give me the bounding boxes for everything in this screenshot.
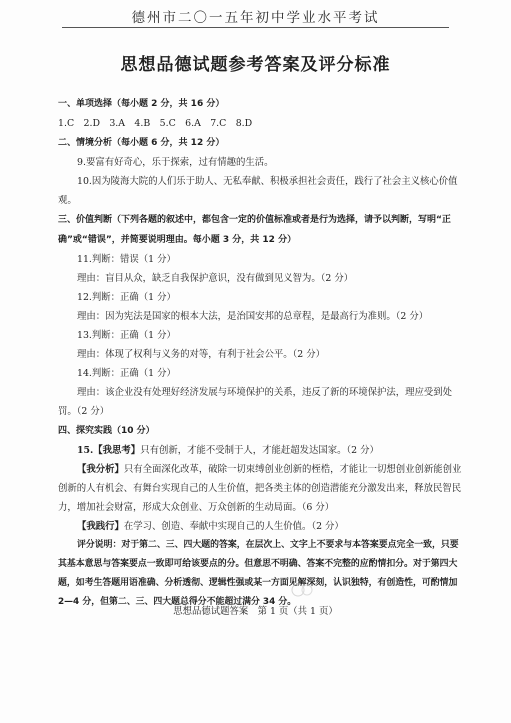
practice-tag: 【我践行】 xyxy=(77,521,124,532)
section-4-heading xyxy=(58,421,466,441)
answer-q9: 9.要富有好奇心，乐于探索，过有情趣的生活。 xyxy=(77,157,274,168)
header-divider xyxy=(62,27,449,28)
watermark-icon xyxy=(290,580,350,600)
watermark-mark xyxy=(290,580,350,600)
practice-text: 在学习、创造、奉献中实现自己的人生价值。（2 分） xyxy=(123,521,344,532)
analysis-text: 只有全面深化改革，破除一切束缚创业创新的桎梏，才能让一切想创业创新能创业创新的人有机会、有舞台实现自己的人生价值，把各类主体的创造潜能充分激发出来，释放民智民力，增加社会财富，形成大众创业、万众创新的生动局面。（6 分） xyxy=(58,464,462,513)
exam-header: 德州市二〇一五年初中学业水平考试 xyxy=(131,10,380,26)
answer-q11-judgement: 11.判断：错误（1 分） xyxy=(77,254,176,265)
page-title: 思想品德试题参考答案及评分标准 xyxy=(120,55,391,75)
section-1-heading xyxy=(58,94,466,114)
answer-q10: 10.因为陵海大院的人们乐于助人、无私奉献、积极承担社会责任，践行了社会主义核心价值观。 xyxy=(58,176,458,206)
section-1-answers: 1.C 2.D 3.A 4.B 5.C 6.A 7.C 8.D xyxy=(58,118,253,129)
think-text: 只有创新，才能不受制于人，才能赶超发达国家。（2 分） xyxy=(140,445,379,456)
section-2-heading xyxy=(58,133,466,153)
section-1-title: 一、单项选择 xyxy=(58,99,113,109)
section-4-title: 四、探究实践 xyxy=(58,426,113,436)
answer-q15-analysis xyxy=(58,460,466,517)
answer-body xyxy=(58,94,466,612)
section-3-title: 三、价值判断 xyxy=(58,215,113,225)
answer-q12-judgement: 12.判断：正确（1 分） xyxy=(77,292,176,303)
page-footer: 思想品德试题答案 第 1 页（共 1 页） xyxy=(173,606,338,617)
section-3-heading xyxy=(58,210,466,250)
answer-q13-reason: 理由：体现了权利与义务的对等，有利于社会公平。（2 分） xyxy=(77,349,326,360)
answer-q13-judgement: 13.判断：正确（1 分） xyxy=(77,330,176,341)
answer-q14-judgement: 14.判断：正确（1 分） xyxy=(77,368,176,379)
section-2-note: （每小题 6 分，共 12 分） xyxy=(112,138,225,148)
section-3-note: （下列各题的叙述中，都包含一定的价值标准或者是行为选择，请予以判断，写明“正确”或“错误”，并简要说明理由。每小题 3 分，共 12 分） xyxy=(58,215,451,245)
section-1-note: （每小题 2 分，共 16 分） xyxy=(112,99,225,109)
section-2-title: 二、情境分析 xyxy=(58,138,113,148)
section-4-note: （10 分） xyxy=(112,426,155,436)
think-tag: 15.【我思考】 xyxy=(77,445,141,456)
answer-q15-think xyxy=(58,441,466,460)
answer-q11-reason: 理由：盲目从众，缺乏自我保护意识，没有做到见义智为。（2 分） xyxy=(77,273,354,284)
answer-q15-practice xyxy=(58,517,466,536)
analysis-tag: 【我分析】 xyxy=(77,464,124,475)
scoring-note: 评分说明：对于第二、三、四大题的答案，在层次上、文字上不要求与本答案要点完全一致，只要其基本意思与答案要点一致即可给该要点的分。但意思不明确、答案不完整的应酌情扣分。对于第四大题，如考生答题用语准确、分析透彻、逻辑性强或某一方面见解深刻，认识独特，有创造性，可酌情加 2—4 分，但第二、三、四大题总得分不能超过满分 34 分。 xyxy=(58,540,459,607)
answer-q12-reason: 理由：因为宪法是国家的根本大法，是治国安邦的总章程，是最高行为准则。（2 分） xyxy=(77,311,429,322)
answer-q14-reason: 理由：该企业没有处理好经济发展与环境保护的关系，违反了新的环境保护法，理应受到处罚。（2 分） xyxy=(58,387,453,417)
